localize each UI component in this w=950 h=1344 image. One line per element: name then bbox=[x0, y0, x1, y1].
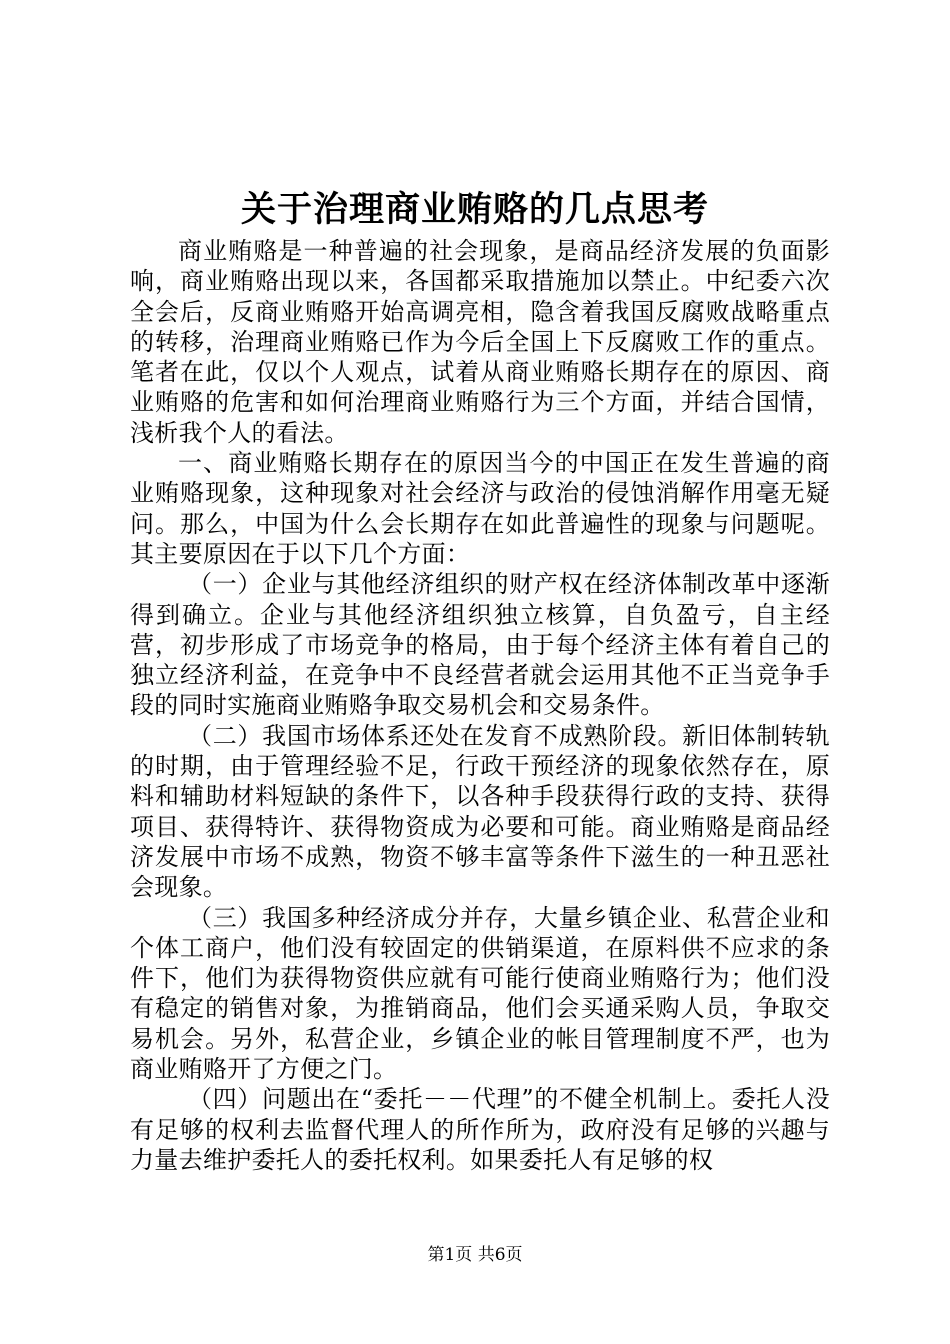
document-title: 关于治理商业贿赂的几点思考 bbox=[240, 189, 709, 230]
paragraph-section-1: 一、商业贿赂长期存在的原因当今的中国正在发生普遍的商业贿赂现象，这种现象对社会经济与政治的侵蚀消解作用毫无疑问。那么，中国为什么会长期存在如此普遍性的现象与问题呢。其主要原因在于以下几个方面： bbox=[130, 449, 830, 568]
paragraph-point-4: （四）问题出在“委托－－代理”的不健全机制上。委托人没有足够的权利去监督代理人的所作所为，政府没有足够的兴趣与力量去维护委托人的委托权利。如果委托人有足够的权 bbox=[130, 1085, 830, 1174]
page-number-footer: 第1页 共6页 bbox=[427, 1245, 523, 1265]
paragraph-intro: 商业贿赂是一种普遍的社会现象，是商品经济发展的负面影响，商业贿赂出现以来，各国都采取措施加以禁止。中纪委六次全会后，反商业贿赂开始高调亮相，隐含着我国反腐败战略重点的转移，治理商业贿赂已作为今后全国上下反腐败工作的重点。笔者在此，仅以个人观点，试着从商业贿赂长期存在的原因、商业贿赂的危害和如何治理商业贿赂行为三个方面，并结合国情，浅析我个人的看法。 bbox=[130, 237, 830, 447]
document-body bbox=[130, 236, 830, 1175]
paragraph-point-3: （三）我国多种经济成分并存，大量乡镇企业、私营企业和个体工商户，他们没有较固定的供销渠道，在原料供不应求的条件下，他们为获得物资供应就有可能行使商业贿赂行为；他们没有稳定的销售对象，为推销商品，他们会买通采购人员，争取交易机会。另外，私营企业，乡镇企业的帐目管理制度不严，也为商业贿赂开了方便之门。 bbox=[130, 903, 830, 1084]
paragraph-point-2: （二）我国市场体系还处在发育不成熟阶段。新旧体制转轨的时期，由于管理经验不足，行政干预经济的现象依然存在，原料和辅助材料短缺的条件下，以各种手段获得行政的支持、获得项目、获得特许、获得物资成为必要和可能。商业贿赂是商品经济发展中市场不成熟，物资不够丰富等条件下滋生的一种丑恶社会现象。 bbox=[130, 721, 830, 902]
paragraph-point-1: （一）企业与其他经济组织的财产权在经济体制改革中逐渐得到确立。企业与其他经济组织独立核算，自负盈亏，自主经营，初步形成了市场竞争的格局，由于每个经济主体有着自己的独立经济利益，在竞争中不良经营者就会运用其他不正当竞争手段的同时实施商业贿赂争取交易机会和交易条件。 bbox=[130, 570, 830, 720]
